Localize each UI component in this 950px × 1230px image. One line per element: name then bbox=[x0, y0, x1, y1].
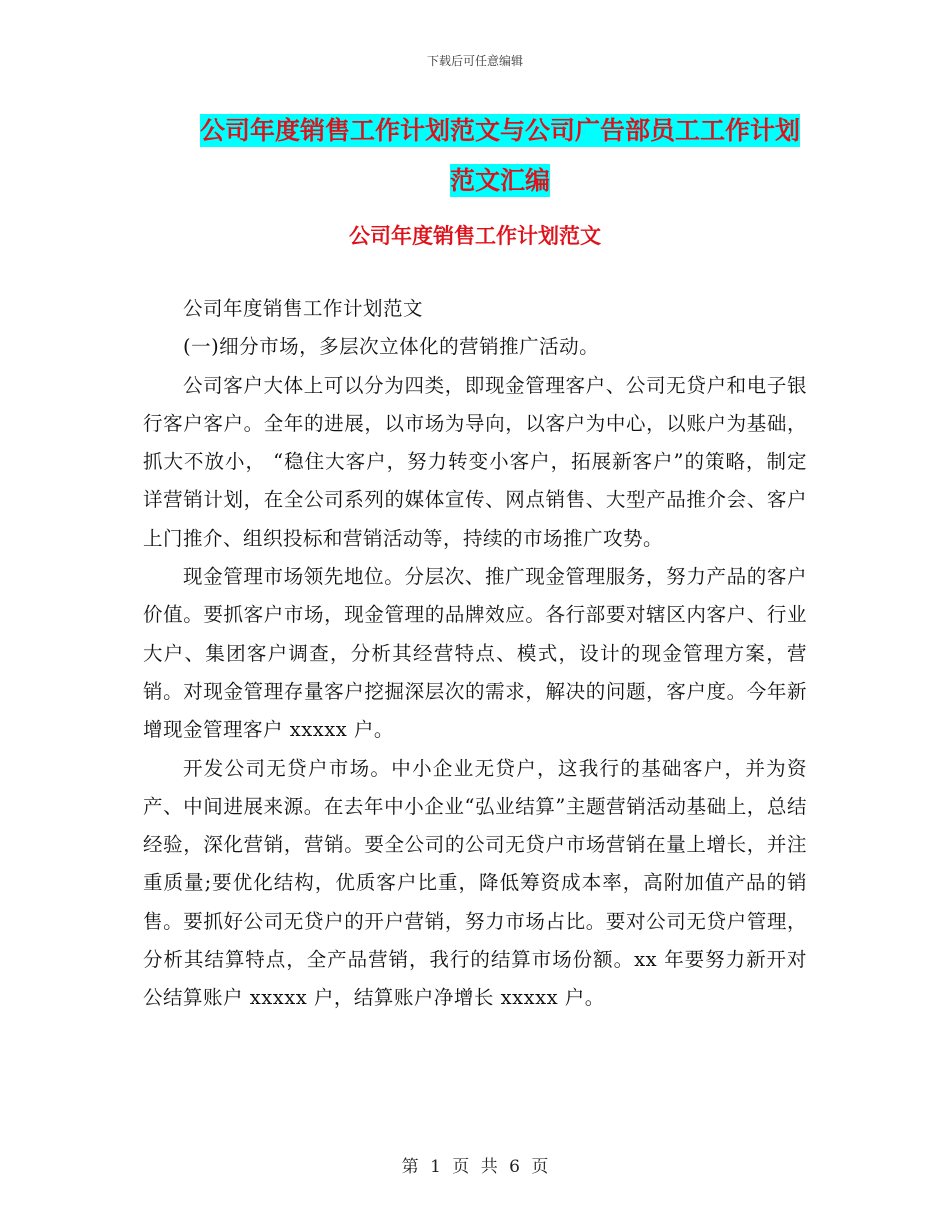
paragraph: 公司年度销售工作计划范文 bbox=[182, 297, 423, 320]
document-body bbox=[143, 290, 807, 1018]
paragraph: (一)细分市场，多层次立体化的营销推广活动。 bbox=[182, 335, 600, 359]
section-title: 公司年度销售工作计划范文 bbox=[349, 224, 601, 248]
paragraph: 公司客户大体上可以分为四类，即现金管理客户、公司无贷户和电子银行客户客户。全年的进展，以市场为导向，以客户为中心，以账户为基础，抓大不放小， “稳住大客户，努力转变小客户，拓展新客户”的策略，制定详营销计划，在全公司系列的媒体宣传、网点销售、大型产品推介会、客户上门推介、组织投标和营销活动等，持续的市场推广攻势。 bbox=[143, 373, 807, 550]
document-title-text: 公司年度销售工作计划范文与公司广告部员工工作计划范文汇编 bbox=[199, 116, 800, 195]
document-title bbox=[190, 106, 810, 206]
paragraph: 开发公司无贷户市场。中小企业无贷户，这我行的基础客户，并为资产、中间进展来源。在去年中小企业“弘业结算”主题营销活动基础上，总结经验，深化营销，营销。要全公司的公司无贷户市场营销在量上增长，并注重质量;要优化结构，优质客户比重，降低筹资成本率，高附加值产品的销售。要抓好公司无贷户的开户营销，努力市场占比。要对公司无贷户管理，分析其结算特点，全产品营销，我行的结算市场份额。xx 年要努力新开对公结算账户 xxxxx 户，结算账户净增长 xxxxx 户。 bbox=[143, 756, 807, 1010]
page-header-note: 下载后可任意编辑 bbox=[426, 54, 523, 68]
page-number: 第 1 页 共 6 页 bbox=[401, 1157, 549, 1177]
paragraph: 现金管理市场领先地位。分层次、推广现金管理服务，努力产品的客户价值。要抓客户市场，现金管理的品牌效应。各行部要对辖区内客户、行业大户、集团客户调查，分析其经营特点、模式，设计的现金管理方案，营销。对现金管理存量客户挖掘深层次的需求，解决的问题，客户度。今年新增现金管理客户 xxxxx 户。 bbox=[143, 565, 807, 742]
